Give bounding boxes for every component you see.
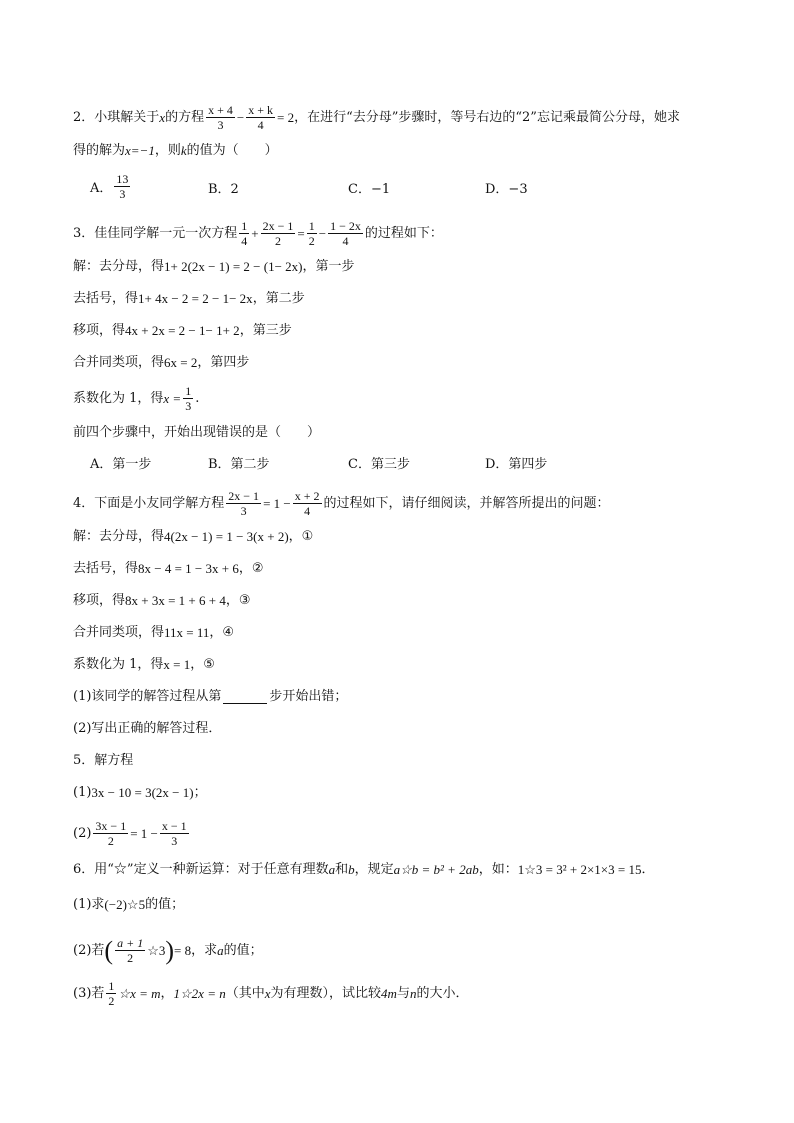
q5-header: 5．解方程 <box>73 753 134 768</box>
q2-text: 小琪解关于 <box>94 109 160 125</box>
q4-header: 4．下面是小友同学解方程 $\frac{2x - 1}{3}$ = 1 − $\frac{x + 2}{4}$ 的过程如下，请仔细阅读，并解答所提出的问题： <box>73 489 610 518</box>
q3-option-a[interactable]: A．第一步 <box>90 457 152 472</box>
q2-line-1 <box>73 103 744 132</box>
q5-sub-1: (1) 3x − 10 = 3(2x − 1) ； <box>73 785 207 800</box>
q2-rhs: = 2 <box>277 109 295 125</box>
q4-fraction-1: $\frac{2x - 1}{3}$ <box>228 489 260 518</box>
q3-fraction-3: $\frac{1}{2}$ <box>308 219 315 248</box>
q3-header <box>73 219 744 248</box>
q2-solution: x=−1 <box>125 143 155 158</box>
q3-option-b[interactable]: B．第二步 <box>208 457 270 472</box>
q4-step-1: 解：去分母，得 4(2x − 1) = 1 − 3(x + 2) ，① <box>73 529 314 544</box>
q4-fraction-2: $\frac{x + 2}{4}$ <box>294 489 320 518</box>
q6-header: 6．用“☆”定义一种新运算：对于任意有理数 a 和 b ，规定 a☆b = b² + 2ab ，如： 1☆3 = 3² + 2×1×3 = 15 ． <box>73 862 655 877</box>
q2-number: 2． <box>73 109 95 125</box>
q2-minus: − <box>236 109 245 125</box>
q2-fraction-2: $\frac{x + k}{4}$ <box>248 103 273 132</box>
q4-step-3: 移项，得 8x + 3x = 1 + 6 + 4 ，③ <box>73 593 251 608</box>
q4-sub-1: (1)该同学的解答过程从第 步开始出错； <box>73 689 348 704</box>
q6-sub-3: (3)若 $\frac{1}{2}$ ☆x = m ， 1☆2x = n （其中 x 为有理数），试比较 4m 与 n 的大小． <box>73 979 469 1008</box>
q3-text: 的过程如下： <box>364 225 443 241</box>
q2-text: ，在进行“去分母”步骤时，等号右边的“2”忘记乘最简公分母，她求 <box>294 109 680 125</box>
q2-option-d[interactable]: D．−3 <box>485 182 528 197</box>
q3-minus: − <box>318 225 327 241</box>
q2-text: ，则 <box>154 143 181 158</box>
q2-text: 得的解为 <box>73 143 126 158</box>
q3-plus: + <box>251 225 259 241</box>
q4-answer-blank[interactable] <box>223 690 267 704</box>
q4-step-5: 系数化为 1，得 x = 1 ，⑤ <box>73 657 215 672</box>
q3-step-5: 系数化为 1，得 x = $\frac{1}{3}$ . <box>73 384 200 413</box>
q3-fraction-1: $\frac{1}{4}$ <box>241 219 248 248</box>
q2-var-x: x <box>159 109 166 125</box>
q2-var-k: k <box>180 143 187 158</box>
q2-option-a[interactable]: A． $\frac{13}{3}$ <box>90 172 129 201</box>
q5-sub-2: (2) $\frac{3x - 1}{2}$ = 1 − $\frac{x - 1}{3}$ <box>73 819 187 848</box>
q2-text: 的值为（ ） <box>186 143 278 158</box>
q4-sub-2: (2)写出正确的解答过程． <box>73 721 222 736</box>
q3-question: 前四个步骤中，开始出现错误的是（ ） <box>73 425 321 440</box>
q3-option-c[interactable]: C．第三步 <box>348 457 410 472</box>
q2-fraction-1: $\frac{x + 4}{3}$ <box>208 103 233 132</box>
q3-option-d[interactable]: D．第四步 <box>485 457 548 472</box>
q3-step-3: 移项，得 4x + 2x = 2 − 1− 1+ 2 ，第三步 <box>73 323 292 338</box>
q3-fraction-2: $\frac{2x - 1}{2}$ <box>262 219 294 248</box>
q4-step-4: 合并同类项，得 11x = 11 ，④ <box>73 625 235 640</box>
q3-fraction-4: $\frac{1 - 2x}{4}$ <box>330 219 361 248</box>
q2-option-c[interactable]: C．−1 <box>348 182 391 197</box>
q3-eq: = <box>297 225 305 241</box>
q6-sub-2: (2)若 ( $\frac{a + 1}{2}$ ☆3 ) = 8 ，求 a 的值； <box>73 935 263 965</box>
q2-option-b[interactable]: B．2 <box>208 182 239 197</box>
q5-fraction-2: $\frac{x - 1}{3}$ <box>161 819 187 848</box>
q4-step-2: 去括号，得 8x − 4 = 1 − 3x + 6 ，② <box>73 561 264 576</box>
q2-text: 的方程 <box>165 109 205 125</box>
q2-line-2 <box>73 140 744 162</box>
q3-step-1: 解：去分母，得 1+ 2(2x − 1) = 2 − (1− 2x) ，第一步 <box>73 259 355 274</box>
q3-step-4: 合并同类项，得 6x = 2 ，第四步 <box>73 355 250 370</box>
q5-fraction-1: $\frac{3x - 1}{2}$ <box>95 819 127 848</box>
q3-text: 3．佳佳同学解一元一次方程 <box>73 225 238 241</box>
q3-step-2: 去括号，得 1+ 4x − 2 = 2 − 1− 2x ，第二步 <box>73 291 305 306</box>
q6-sub-1: (1)求 (−2)☆5 的值； <box>73 897 185 912</box>
